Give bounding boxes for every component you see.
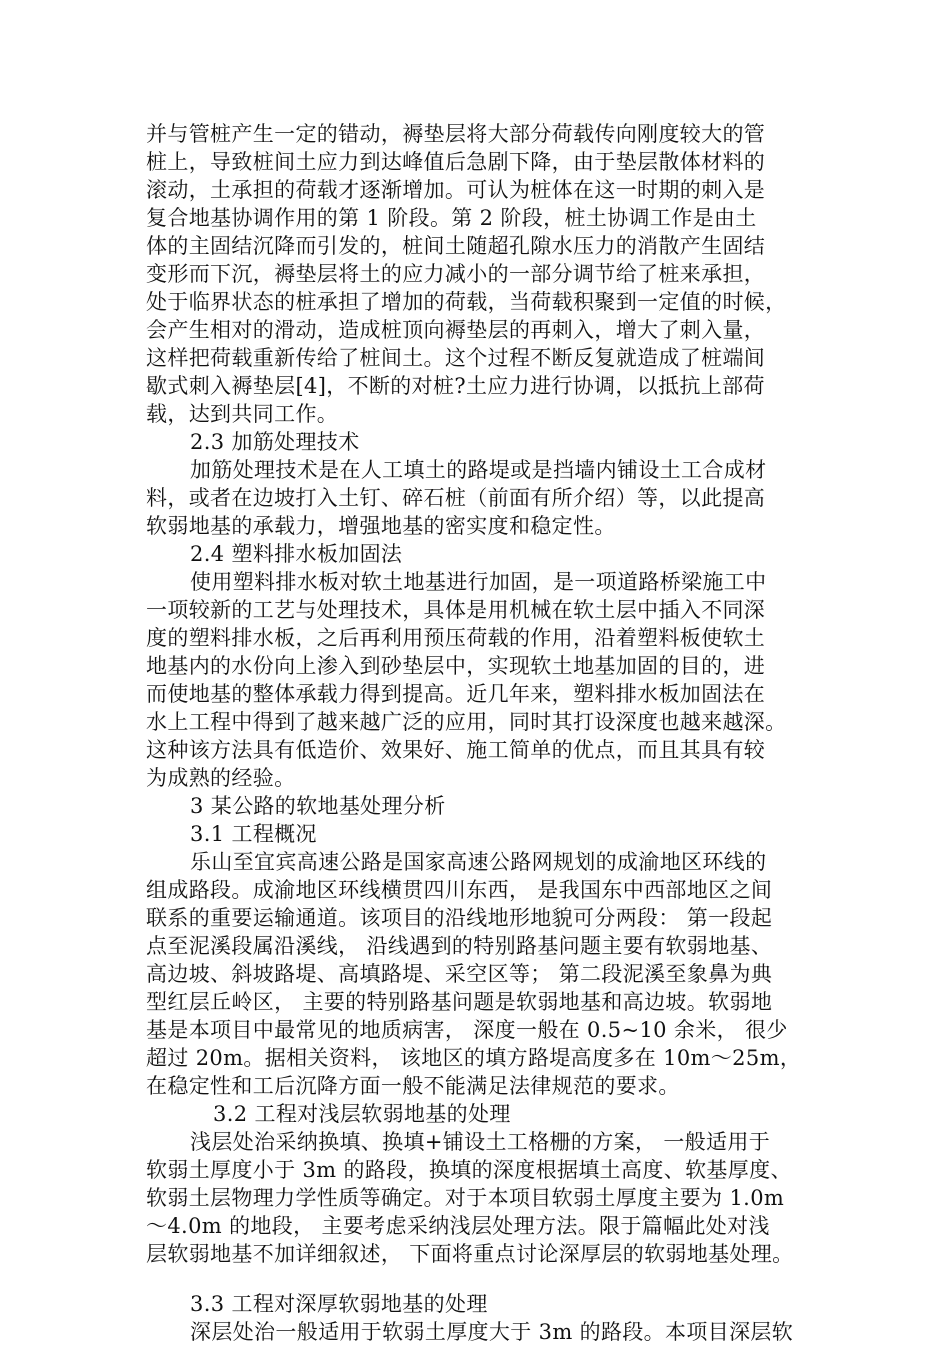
paragraph-line: 软弱地基的承载力，增强地基的密实度和稳定性。: [146, 514, 616, 538]
paragraph-line: 复合地基协调作用的第 1 阶段。第 2 阶段，桩土协调工作是由土: [146, 206, 757, 230]
paragraph-line: 这种该方法具有低造价、效果好、施工简单的优点，而且其具有较: [146, 738, 766, 762]
section-heading: 3.1 工程概况: [190, 822, 317, 846]
paragraph-line: 滚动，土承担的荷载才逐渐增加。可认为桩体在这一时期的刺入是: [146, 178, 766, 202]
paragraph-line: 在稳定性和工后沉降方面一般不能满足法律规范的要求。: [146, 1074, 680, 1098]
paragraph-line: 体的主固结沉降而引发的，桩间土随超孔隙水压力的消散产生固结: [146, 234, 766, 258]
paragraph-line: 浅层处治采纳换填、换填+铺设土工格栅的方案， 一般适用于: [190, 1130, 771, 1154]
paragraph-line: 基是本项目中最常见的地质病害， 深度一般在 0.5~10 余米， 很少: [146, 1018, 788, 1042]
paragraph-line: 超过 20m。据相关资料， 该地区的填方路堤高度多在 10m～25m，: [146, 1046, 802, 1070]
section-heading: 2.3 加筋处理技术: [190, 430, 360, 454]
paragraph-line: 这样把荷载重新传给了桩间土。这个过程不断反复就造成了桩端间: [146, 346, 766, 370]
paragraph-line: 为成熟的经验。: [146, 766, 296, 790]
paragraph-line: 并与管桩产生一定的错动，褥垫层将大部分荷载传向刚度较大的管: [146, 122, 766, 146]
paragraph-line: 高边坡、斜坡路堤、高填路堤、采空区等； 第二段泥溪至象鼻为典: [146, 962, 773, 986]
paragraph-line: 乐山至宜宾高速公路是国家高速公路网规划的成渝地区环线的: [190, 850, 767, 874]
paragraph-line: 而使地基的整体承载力得到提高。近几年来，塑料排水板加固法在: [146, 682, 766, 706]
paragraph-line: 歇式刺入褥垫层[4]，不断的对桩?土应力进行协调，以抵抗上部荷: [146, 374, 765, 398]
paragraph-line: 会产生相对的滑动，造成桩顶向褥垫层的再刺入，增大了刺入量，: [146, 318, 766, 342]
paragraph-line: 使用塑料排水板对软土地基进行加固，是一项道路桥梁施工中: [190, 570, 767, 594]
paragraph-line: 水上工程中得到了越来越广泛的应用，同时其打设深度也越来越深。: [146, 710, 787, 734]
paragraph-line: 软弱土厚度小于 3m 的路段，换填的深度根据填土高度、软基厚度、: [146, 1158, 792, 1182]
paragraph-line: 层软弱地基不加详细叙述， 下面将重点讨论深厚层的软弱地基处理。: [146, 1242, 794, 1266]
paragraph-line: 处于临界状态的桩承担了增加的荷载，当荷载积聚到一定值的时候，: [146, 290, 787, 314]
paragraph-line: 载，达到共同工作。: [146, 402, 339, 426]
paragraph-line: 组成路段。成渝地区环线横贯四川东西， 是我国东中西部地区之间: [146, 878, 773, 902]
paragraph-line: 料，或者在边坡打入土钉、碎石桩（前面有所介绍）等，以此提高: [146, 486, 766, 510]
section-heading: 2.4 塑料排水板加固法: [190, 542, 403, 566]
section-heading: 3.3 工程对深厚软弱地基的处理: [190, 1292, 488, 1316]
paragraph-line: 深层处治一般适用于软弱土厚度大于 3m 的路段。本项目深层软: [190, 1320, 794, 1344]
paragraph-line: ～4.0m 的地段， 主要考虑采纳浅层处理方法。限于篇幅此处对浅: [146, 1214, 770, 1238]
paragraph-line: 软弱土层物理力学性质等确定。对于本项目软弱土厚度主要为 1.0m: [146, 1186, 785, 1210]
paragraph-line: 型红层丘岭区， 主要的特别路基问题是软弱地基和高边坡。软弱地: [146, 990, 773, 1014]
paragraph-line: 联系的重要运输通道。该项目的沿线地形地貌可分两段： 第一段起: [146, 906, 773, 930]
paragraph-line: 度的塑料排水板，之后再利用预压荷载的作用，沿着塑料板使软土: [146, 626, 766, 650]
paragraph-line: 地基内的水份向上渗入到砂垫层中，实现软土地基加固的目的，进: [146, 654, 766, 678]
section-heading: 3 某公路的软地基处理分析: [190, 794, 446, 818]
paragraph-line: 一项较新的工艺与处理技术，具体是用机械在软土层中插入不同深: [146, 598, 766, 622]
paragraph-line: 桩上，导致桩间土应力到达峰值后急剧下降，由于垫层散体材料的: [146, 150, 766, 174]
paragraph-line: 点至泥溪段属沿溪线， 沿线遇到的特别路基问题主要有软弱地基、: [146, 934, 773, 958]
paragraph-line: 变形而下沉，褥垫层将土的应力减小的一部分调节给了桩来承担，: [146, 262, 766, 286]
section-heading: 3.2 工程对浅层软弱地基的处理: [213, 1102, 511, 1126]
paragraph-line: 加筋处理技术是在人工填土的路堤或是挡墙内铺设土工合成材: [190, 458, 767, 482]
